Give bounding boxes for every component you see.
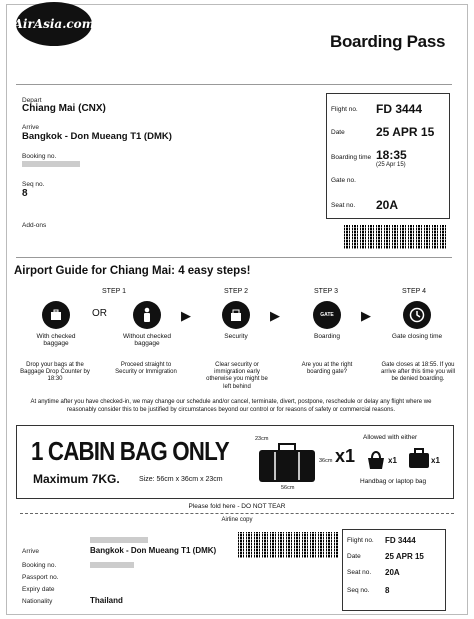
stub-seq-value: 8 [385,586,390,595]
arrive-label: Arrive [22,124,39,131]
dim-top: 23cm [255,436,269,442]
stub-barcode [238,532,338,558]
dim-side: 36cm [319,458,333,464]
step-2-caption: Security [224,333,248,340]
laptop-bag-count: x1 [431,456,440,465]
airasia-logo [13,2,95,46]
step-4-label: STEP 4 [402,288,426,295]
handbag-option [360,478,426,485]
cabin-max-weight: Maximum 7KG. [33,472,120,486]
or-text: or [388,478,394,485]
stub-date-value: 25 APR 15 [385,552,424,561]
disclaimer: At anytime after you have checked-in, we may change our schedule and/or cancel, terminate, divert, postpone, reschedule or delay any flight where we reasonably consider this to be justified by circumstances beyond our control or for reasons of safety or commercial reasons. [30,399,432,413]
step-3-caption: Boarding [313,333,341,340]
redacted-booking [90,562,134,568]
checked-baggage-icon [42,301,70,329]
handbag-count: x1 [388,456,397,465]
boarding-value: 18:35 [376,148,407,162]
step-3-desc: Are you at the right boarding gate? [301,362,353,376]
stub-seat-label: Seat no. [347,569,372,576]
security-icon [222,301,250,329]
allowed-with: Allowed with either [363,434,418,441]
gate-icon [313,301,341,329]
guide-title: Airport Guide for Chiang Mai: 4 easy steps! [14,265,251,277]
dim-bottom: 56cm [281,485,295,491]
stub-expiry-label: Expiry date [22,586,55,593]
seq-value: 8 [22,188,28,199]
depart-label: Depart [22,97,42,104]
cabin-bag-notice [16,425,454,499]
step-1-desc-unchecked: Proceed straight to Security or Immigration [115,362,177,376]
handbag-icon [365,448,387,470]
redacted-booking [22,161,80,167]
gate-label: Gate no. [331,177,356,184]
stub-arrive-label: Arrive [22,548,39,555]
stub-booking-label: Booking no. [22,562,57,569]
step-3-label: STEP 3 [314,288,338,295]
redacted-name [90,537,148,543]
date-label: Date [331,128,345,136]
flight-info-box [326,93,450,219]
step-4-desc: Gate closes at 18:55. If you arrive after this time you will be denied boarding. [380,362,456,383]
flight-value: FD 3444 [376,102,423,116]
seat-label: Seat no. [331,201,356,209]
stub-nationality-value: Thailand [90,596,123,605]
depart-value: Chiang Mai (CNX) [22,103,106,114]
suitcase-icon [257,442,319,484]
fold-note: Please fold here - DO NOT TEAR [188,503,286,510]
page-title: Boarding Pass [330,32,446,51]
stub-date-label: Date [347,553,361,560]
step-1-desc-checked: Drop your bags at the Baggage Drop Counter by 18:30 [20,362,90,383]
person-icon [133,301,161,329]
stub-seq-label: Seq no. [347,587,370,594]
stub-arrive-value: Bangkok - Don Mueang T1 (DMK) [90,546,217,555]
logo-text: AirAsia.com [13,17,95,31]
suitcase-count: x1 [335,446,356,466]
stub-seat-value: 20A [385,568,400,577]
arrow-icon: ▶ [270,308,280,323]
step-4-caption: Gate closing time [391,333,443,340]
clock-icon [403,301,431,329]
divider [16,257,452,258]
cabin-headline: 1 CABIN BAG ONLY [31,436,229,466]
stub-passport-label: Passport no. [22,574,59,581]
stub-flight-value: FD 3444 [385,536,416,545]
tear-line [20,513,454,514]
step-1-caption-unchecked: Without checked baggage [122,333,172,348]
seat-value: 20A [376,198,399,212]
arrive-value: Bangkok - Don Mueang T1 (DMK) [22,131,172,142]
cabin-size: Size: 56cm x 36cm x 23cm [139,476,223,483]
seq-label: Seq no. [22,181,45,188]
arrow-icon: ▶ [181,308,191,323]
booking-label: Booking no. [22,153,57,160]
stub-flight-box [342,529,446,611]
step-2-desc: Clear security or immigration early otherwise you might be left behind [206,362,268,390]
date-value: 25 APR 15 [376,125,435,139]
airline-copy-label: Airline copy [221,517,253,523]
divider [16,84,452,85]
flight-label: Flight no. [331,105,358,113]
step-1-label: STEP 1 [102,288,126,295]
boarding-date: (25 Apr 15) [376,162,406,168]
addons-label: Add-ons [22,222,47,229]
laptop-bag-icon [407,446,431,470]
laptop-label: laptop bag [395,478,427,485]
handbag-label: Handbag [360,478,387,485]
or-text: OR [92,308,107,319]
stub-nationality-label: Nationality [22,598,53,605]
stub-flight-label: Flight no. [347,537,374,544]
gate-icon-text: GATE [320,312,334,318]
step-2-label: STEP 2 [224,288,248,295]
boarding-label: Boarding time [331,154,372,161]
step-1-caption-checked: With checked baggage [36,333,76,348]
arrow-icon: ▶ [361,308,371,323]
barcode [344,225,448,249]
